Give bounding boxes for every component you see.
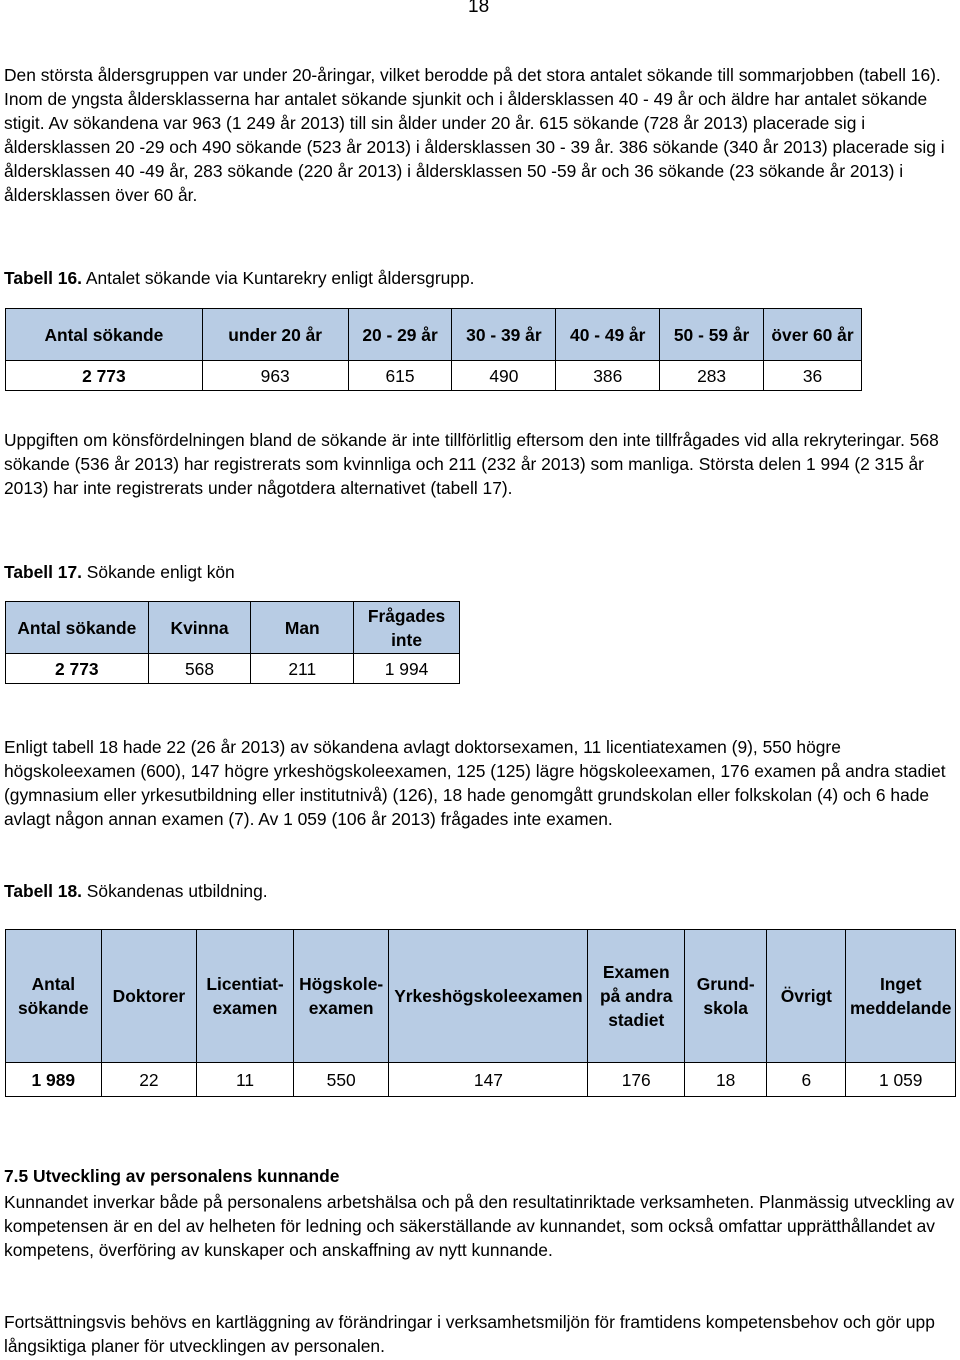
table17-header: Antal sökande xyxy=(6,602,149,654)
table18-header: Doktorer xyxy=(101,930,197,1063)
table17-header: Man xyxy=(251,602,354,654)
table16-caption-label: Tabell 16. xyxy=(4,268,82,288)
page-number: 18 xyxy=(468,0,490,17)
table18-cell: 176 xyxy=(588,1063,685,1097)
table17-cell: 1 994 xyxy=(354,654,460,684)
table17-caption-text: Sökande enligt kön xyxy=(81,562,235,582)
table18-cell: 11 xyxy=(197,1063,294,1097)
table18-header: Högskole-examen xyxy=(293,930,389,1063)
table16-header: 40 - 49 år xyxy=(556,309,660,361)
table18-cell: 147 xyxy=(389,1063,588,1097)
table18-cell: 18 xyxy=(685,1063,767,1097)
table16-header: 30 - 39 år xyxy=(452,309,556,361)
paragraph-future: Fortsättningsvis behövs en kartläggning av förändringar i verksamhetsmiljön för framtidens kompetensbehov och gör upp långsiktiga planer för utvecklingen av personalen. xyxy=(4,1312,935,1356)
paragraph-age-groups: Den största åldersgruppen var under 20-åringar, vilket berodde på det stora antalet sökande till sommarjobben (tabell 16). Inom de yngsta åldersklasserna har antalet sökande sjunkit och i åldersklassen 40 - 49 år och äldre har antalet sökande stigit. Av sökandena var 963 (1 249 år 2013) till sin ålder under 20 år. 615 sökande (728 år 2013) placerade sig i åldersklassen 20 -29 och 490 sökande (523 år 2013) i åldersklassen 30 - 39 år. 386 sökande (340 år 2013) placerade sig i åldersklassen 40 -49 år, 283 sökande (220 år 2013) i åldersklassen 50 -59 år och 36 sökande (23 sökande år 2013) i åldersklassen över 60 år. xyxy=(4,65,945,205)
table17-cell: 568 xyxy=(148,654,251,684)
table17-cell: 211 xyxy=(251,654,354,684)
table18-cell: 550 xyxy=(293,1063,389,1097)
table18-caption xyxy=(4,881,268,902)
section-heading: 7.5 Utveckling av personalens kunnande xyxy=(4,1166,340,1186)
paragraph-education: Enligt tabell 18 hade 22 (26 år 2013) av sökandena avlagt doktorsexamen, 11 licentiatexamen (9), 550 högre högskoleexamen (600), 147 högre yrkeshögskoleexamen, 125 (125) lägre högskoleexamen, 176 examen på andra stadiet (gymnasium eller yrkesutbildning eller institutnivå) (126), 18 hade genomgått grundskolan eller folkskolan (4) och 6 hade avlagt någon annan examen (7). Av 1 059 (106 år 2013) frågades inte examen. xyxy=(4,737,946,829)
table18-header: Grund-skola xyxy=(685,930,767,1063)
table18-cell: 1 059 xyxy=(846,1063,956,1097)
table16-cell: 283 xyxy=(660,361,764,391)
table16-cell: 2 773 xyxy=(6,361,203,391)
table18 xyxy=(5,929,956,1097)
table18-header: Licentiat-examen xyxy=(197,930,294,1063)
table16-cell: 490 xyxy=(452,361,556,391)
table18-cell: 6 xyxy=(767,1063,846,1097)
table16-cell: 615 xyxy=(348,361,452,391)
table17 xyxy=(5,601,460,684)
table18-header: Examen på andra stadiet xyxy=(588,930,685,1063)
table17-cell: 2 773 xyxy=(6,654,149,684)
table18-header: Inget meddelande xyxy=(846,930,956,1063)
table18-cell: 22 xyxy=(101,1063,197,1097)
table16-header: Antal sökande xyxy=(6,309,203,361)
table18-header: Övrigt xyxy=(767,930,846,1063)
table16-header: 20 - 29 år xyxy=(348,309,452,361)
table16-header: under 20 år xyxy=(202,309,348,361)
table18-cell: 1 989 xyxy=(6,1063,102,1097)
paragraph-competence: Kunnandet inverkar både på personalens arbetshälsa och på den resultatinriktade verksamheten. Planmässig utveckling av kompetensen är en del av helheten för ledning och säkerställande av kunnandet, som också omfattar upprätthållandet av kompetens, överföring av kunskaper och anskaffning av nytt kunnande. xyxy=(4,1192,955,1260)
table16-header: 50 - 59 år xyxy=(660,309,764,361)
table18-caption-label: Tabell 18. xyxy=(4,881,82,901)
table17-caption-label: Tabell 17. xyxy=(4,562,82,582)
table16-cell: 963 xyxy=(202,361,348,391)
table16-cell: 36 xyxy=(764,361,862,391)
table16-cell: 386 xyxy=(556,361,660,391)
table17-caption xyxy=(4,562,235,583)
table18-header: Antal sökande xyxy=(6,930,102,1063)
table16-caption-text: Antalet sökande via Kuntarekry enligt åldersgrupp. xyxy=(81,268,475,288)
table16 xyxy=(5,308,862,391)
table17-header: Frågades inte xyxy=(354,602,460,654)
table18-caption-text: Sökandenas utbildning. xyxy=(81,881,268,901)
table16-caption xyxy=(4,268,474,289)
table18-header: Yrkeshögskoleexamen xyxy=(389,930,588,1063)
table17-header: Kvinna xyxy=(148,602,251,654)
paragraph-gender: Uppgiften om könsfördelningen bland de sökande är inte tillförlitlig eftersom den inte tillfrågades vid alla rekryteringar. 568 sökande (536 år 2013) har registrerats som kvinnliga och 211 (232 år 2013) som manliga. Största delen 1 994 (2 315 år 2013) har inte registrerats under någotdera alternativet (tabell 17). xyxy=(4,430,939,498)
table16-header: över 60 år xyxy=(764,309,862,361)
